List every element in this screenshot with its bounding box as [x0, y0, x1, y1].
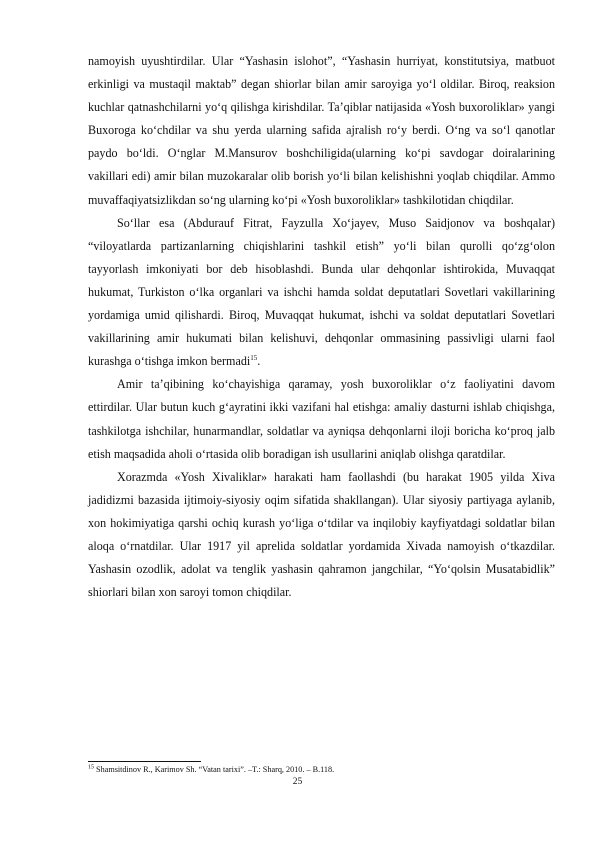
footnote-text: Shamsitdinov R., Karimov Sh. “Vatan tarixi”. –T.: Sharq, 2010. – B.118.	[94, 765, 335, 774]
body-text	[88, 50, 555, 604]
footnote-number: 15	[88, 764, 94, 771]
paragraph-4: Xorazmda «Yosh Xivaliklar» harakati ham faollashdi (bu harakat 1905 yilda Xiva jadidizmi bazasida ijtimoiy-siyosiy oqim sifatida shakllangan). Ular siyosiy partiyaga aylanib, xon hokimiyatiga qarshi ochiq kurash yo‘liga o‘tdilar va inqilobiy kayfiyatdagi soldatlar bilan aloqa o‘rnatdilar. Ular 1917 yil aprelida soldatlar yordamida Xivada namoyish o‘tkazdilar. Yashasin ozodlik, adolat va tenglik yashasin qahramon jangchilar, “Yo‘qolsin Musatabidlik” shiorlari bilan xon saroyi tomon chiqdilar.	[88, 469, 555, 600]
paragraph-2	[88, 212, 555, 374]
paragraph-2-period: .	[257, 354, 261, 369]
footnote-reference: 15	[250, 354, 258, 363]
page-number: 25	[292, 777, 303, 787]
paragraph-2-text: So‘llar esa (Abdurauf Fitrat, Fayzulla Xo‘jayev, Muso Saidjonov va boshqalar) “viloyatlarda partizanlarning chiqishlarini tashkil etish” yo‘li bilan qurolli qo‘zg‘olon tayyorlash imkoniyati bor deb hisoblashdi. Bunda ular dehqonlar ishtirokida, Muvaqqat hukumat, Turkiston o‘lka organlari va ishchi hamda soldat deputatlari Sovetlari vakillarining yordamiga umid qilishardi. Biroq, Muvaqqat hukumat, ishchi va soldat deputatlari Sovetlari vakillarining amir hukumati bilan kelishuvi, dehqonlar ommasining passivligi ularni faol kurashga o‘tishga imkon bermadi	[88, 215, 555, 369]
footnote	[88, 764, 555, 775]
paragraph-3: Amir ta’qibining ko‘chayishiga qaramay, yosh buxoroliklar o‘z faoliyatini davom ettirdilar. Ular butun kuch g‘ayratini ikki vazifani hal etishga: amaliy dasturni ishlab chiqishga, tashkilotga ishchilar, hunarmandlar, soldatlar va ayniqsa dehqonlarni iloji boricha ko‘proq jalb etish maqsadida aholi o‘rtasida olib boradigan ish usullarini aniqlab olishga qaratdilar.	[88, 377, 555, 461]
paragraph-1: namoyish uyushtirdilar. Ular “Yashasin islohot”, “Yashasin hurriyat, konstitutsiya, matbuot erkinligi va mustaqil maktab” degan shiorlar bilan amir saroyiga yo‘l oldilar. Biroq, reaksion kuchlar qatnashchilarni yo‘q qilishga kirishdilar. Ta’qiblar natijasida «Yosh buxoroliklar» yangi Buxoroga ko‘chdilar va shu yerda ularning safida ajralish ro‘y berdi. O‘ng va so‘l qanotlar paydo bo‘ldi. O‘nglar M.Mansurov boshchiligida(ularning ko‘pi savdogar doiralarining vakillari edi) amir bilan muzokaralar olib borish yo‘li bilan kelishishni yoqlab chiqdilar. Ammo muvaffaqiyatsizlikdan so‘ng ularning ko‘pi «Yosh buxoroliklar» tashkilotidan chiqdilar.	[88, 54, 555, 207]
footnote-divider	[88, 761, 201, 762]
